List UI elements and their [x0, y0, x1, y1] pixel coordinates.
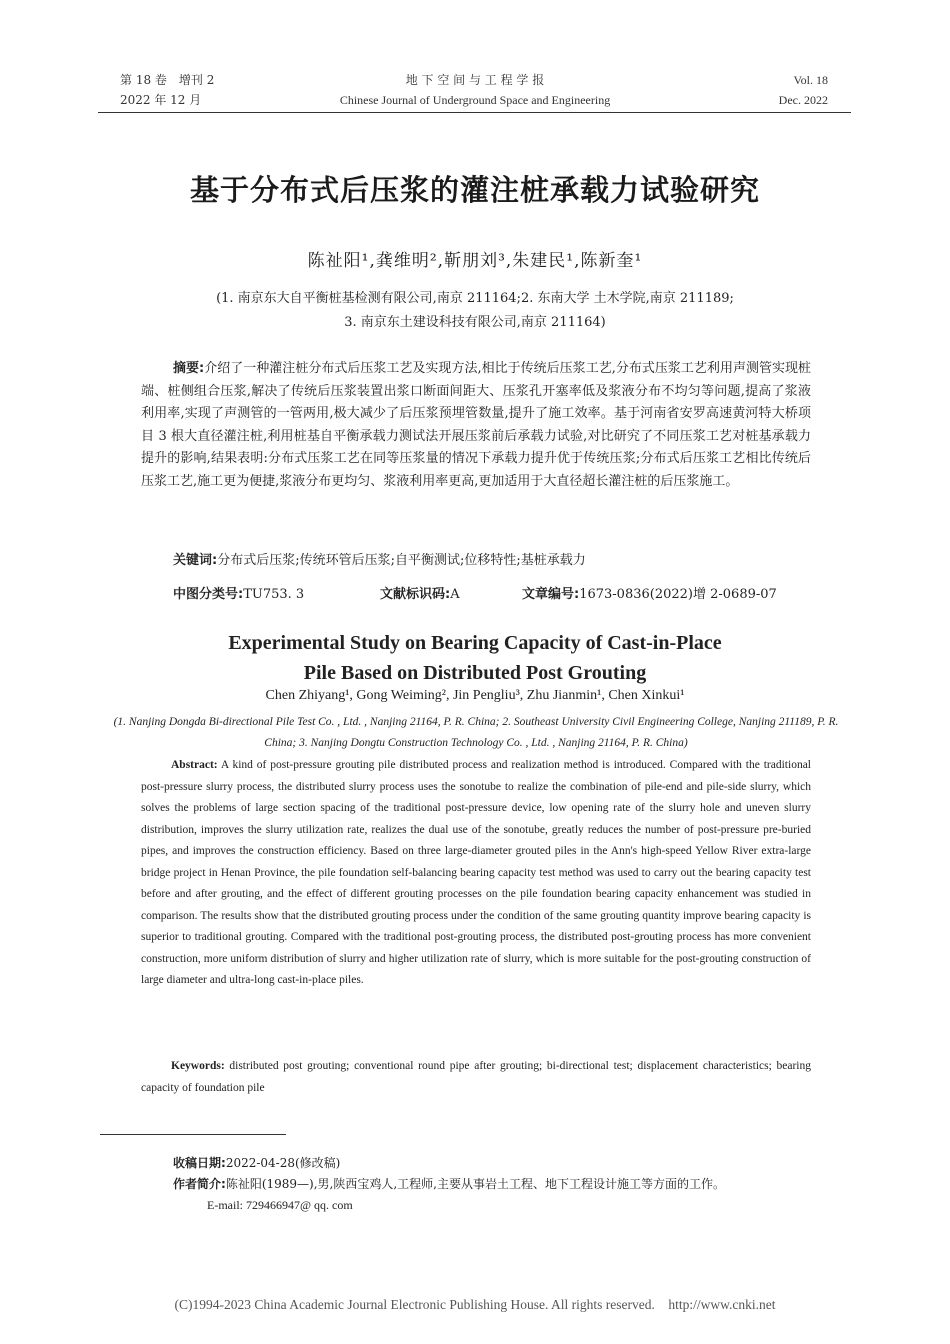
doc-code-label: 文献标识码: — [380, 587, 451, 602]
header-vol-cn: 第 18 卷 增刊 2 — [120, 73, 215, 87]
abstract-en-text: A kind of post-pressure grouting pile distributed process and realization method is introduced. Compared with the traditional post-pressure slurry process, the distributed slurry process uses the sonotube to realize the combination of pile-end and pile-side slurry, which solves the problems of large section spacing of the traditional post-pressure device, low opening rate of the slurry hole and uneven slurry distribution, improves the slurry utilization rate, realizes the dual use of the sonotube, greatly reduces the number of post-pressure pre-buried pipes, and improves the construction efficiency. Based on three large-diameter grouted piles in the Ann's high-speed Yellow River extra-large bridge project in Henan Province, the pile foundation self-balancing bearing capacity test method was used to carry out the bearing capacity test before and after grouting, and the effect of different grouting processes on the pile foundation bearing capacity enhancement was studied in comparison. The results show that the distributed grouting process under the condition of the same grouting quantity improve bearing capacity is superior to traditional grouting. Compared with the traditional post-grouting process, the distributed post-grouting process has more convenient construction, more uniform distribution of slurry and higher utilization rate of slurry, which is more suitable for the post-grouting construction of large diameter and ultra-long cast-in-place piles. — [141, 759, 811, 986]
author-email: E-mail: 729466947@ qq. com — [207, 1198, 353, 1212]
keywords-cn-label: 关键词: — [173, 553, 218, 568]
received-date — [173, 1154, 340, 1172]
header-vol-en: Vol. 18 — [793, 73, 828, 87]
abstract-en-label: Abstract: — [171, 759, 218, 771]
abstract-en — [141, 755, 811, 992]
doc-code-value: A — [450, 587, 460, 602]
abstract-cn-label: 摘要: — [173, 361, 205, 376]
clc-value: TU753. 3 — [243, 587, 305, 602]
clc-label: 中图分类号: — [173, 587, 244, 602]
paper-title-en — [60, 628, 890, 688]
author-bio-label: 作者简介: — [173, 1177, 226, 1191]
affiliations-cn — [100, 287, 850, 335]
document-code — [380, 583, 460, 602]
copyright-notice: (C)1994-2023 China Academic Journal Electronic Publishing House. All rights reserved. http://www.cnki.net — [174, 1297, 776, 1312]
paper-title-cn: 基于分布式后压浆的灌注桩承载力试验研究 — [189, 173, 760, 207]
abstract-cn — [141, 358, 811, 493]
article-number-label: 文章编号: — [522, 587, 580, 602]
abstract-cn-text: 介绍了一种灌注桩分布式后压浆工艺及实现方法,相比于传统后压浆工艺,分布式压浆工艺利用声测管实现桩端、桩侧组合压浆,解决了传统后压浆装置出浆口断面间距大、压浆孔开塞率低及浆液分布不均匀等问题,提高了浆液利用率,实现了声测管的一管两用,极大减少了后压浆预埋管数量,提升了施工效率。基于河南省安罗高速黄河特大桥项目 3 根大直径灌注桩,利用桩基自平衡承载力测试法开展压浆前后承载力试验,对比研究了不同压浆工艺对桩基承载力提升的影响,结果表明:分布式压浆工艺在同等压浆量的情况下承载力提升优于传统压浆;分布式后压浆工艺相比传统后压浆工艺,施工更为便捷,浆液分布更均匀、浆液利用率更高,更加适用于大直径超长灌注桩的后压浆施工。 — [141, 361, 812, 489]
header-divider — [98, 112, 851, 113]
article-number — [522, 583, 777, 602]
header-journal-cn: 地 下 空 间 与 工 程 学 报 — [405, 73, 545, 87]
clc-number — [173, 583, 304, 602]
affiliation-line-1: (1. 南京东大自平衡桩基检测有限公司,南京 211164;2. 东南大学 土木学院,南京 211189; — [216, 291, 734, 306]
keywords-en — [141, 1056, 811, 1099]
title-en-line-2: Pile Based on Distributed Post Grouting — [303, 662, 647, 684]
header-journal — [300, 70, 650, 110]
author-list-cn: 陈祉阳¹,龚维明²,靳朋刘³,朱建民¹,陈新奎¹ — [307, 251, 643, 271]
received-label: 收稿日期: — [173, 1156, 226, 1170]
keywords-en-text: distributed post grouting; conventional round pipe after grouting; bi-directional test; displacement characteristics; bearing capacity of foundation pile — [141, 1060, 811, 1094]
author-bio-value: 陈祉阳(1989—),男,陕西宝鸡人,工程师,主要从事岩土工程、地下工程设计施工等方面的工作。 — [225, 1177, 725, 1191]
affiliation-line-2: 3. 南京东土建设科技有限公司,南京 211164) — [344, 315, 606, 330]
received-value: 2022-04-28(修改稿) — [225, 1156, 341, 1170]
footnote-divider — [100, 1134, 286, 1135]
header-journal-en: Chinese Journal of Underground Space and Engineering — [339, 93, 611, 107]
header-volume-en — [700, 70, 828, 110]
header-date-cn: 2022 年 12 月 — [120, 93, 202, 107]
keywords-en-label: Keywords: — [171, 1060, 225, 1072]
article-number-value: 1673-0836(2022)增 2-0689-07 — [579, 587, 777, 602]
keywords-cn-text: 分布式后压浆;传统环管后压浆;自平衡测试;位移特性;基桩承载力 — [217, 553, 586, 568]
title-en-line-1: Experimental Study on Bearing Capacity of Cast-in-Place — [228, 632, 722, 654]
affiliations-en: (1. Nanjing Dongda Bi-directional Pile Test Co. , Ltd. , Nanjing 21164, P. R. China; 2. Southeast University Civil Engineering College, Nanjing 211189, P. R. China; 3. Nanjing Dongtu Construction Technology Co. , Ltd. , Nanjing 21164, P. R. China) — [113, 716, 839, 749]
header-volume-cn — [120, 70, 214, 110]
header-date-en: Dec. 2022 — [778, 93, 828, 107]
author-list-en: Chen Zhiyang¹, Gong Weiming², Jin Pengliu³, Zhu Jianmin¹, Chen Xinkui¹ — [265, 688, 685, 703]
keywords-cn — [173, 549, 586, 568]
author-bio — [173, 1175, 725, 1193]
